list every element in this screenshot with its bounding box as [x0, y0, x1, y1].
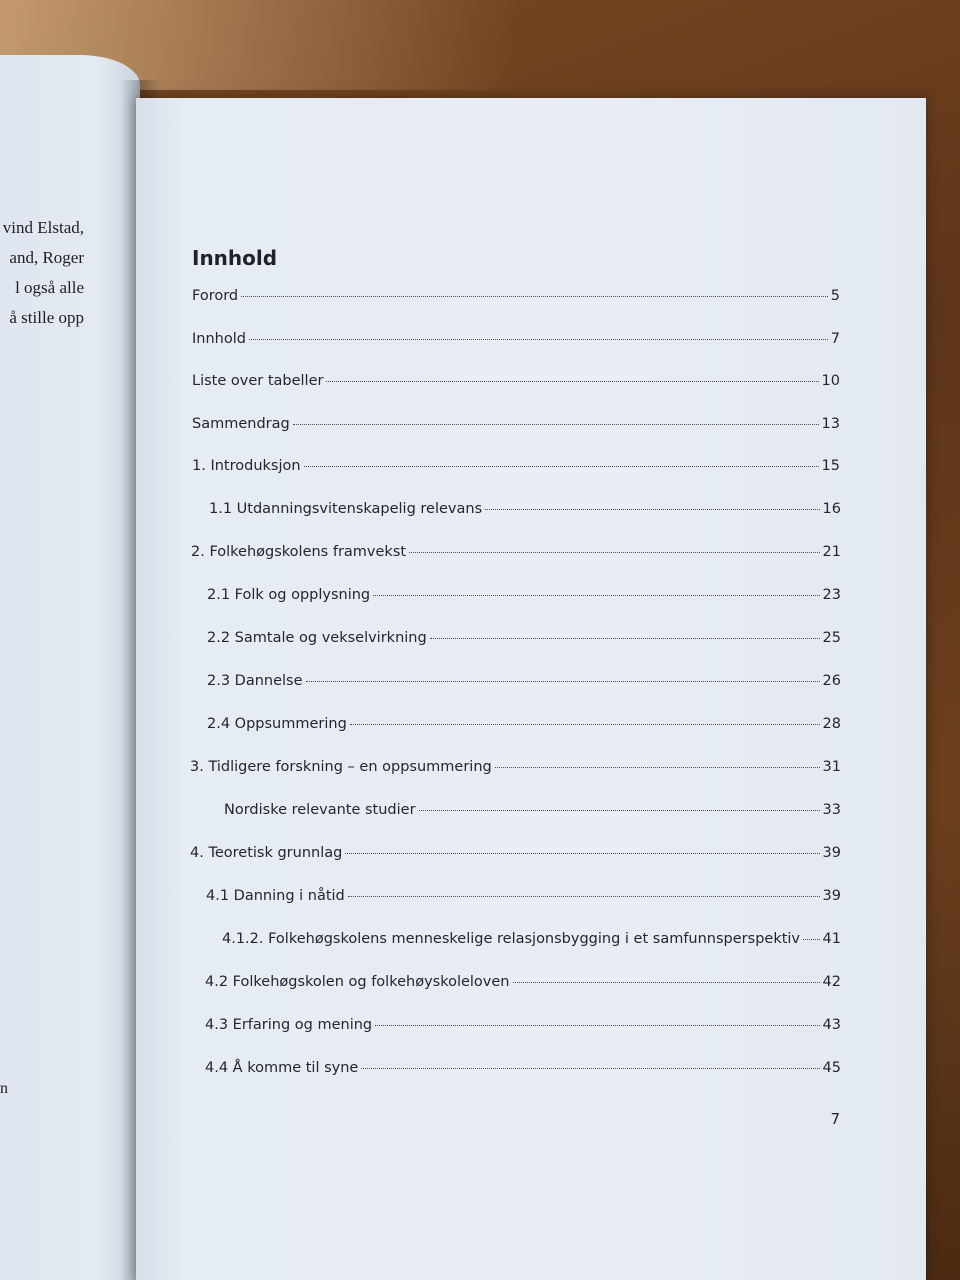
left-page-line: and, Roger: [9, 248, 84, 267]
toc-dot-leader: [241, 296, 828, 297]
toc-entry-page: 16: [822, 501, 841, 517]
toc-entry: [190, 759, 841, 775]
left-page-line: l også alle: [15, 278, 84, 297]
toc-entry-title: Liste over tabeller: [192, 373, 324, 389]
toc-dot-leader: [430, 638, 820, 639]
toc-dot-leader: [293, 424, 819, 425]
toc-dot-leader: [513, 982, 820, 983]
toc-entry-page: 41: [822, 931, 841, 947]
toc-entry-title: 1. Introduksjon: [192, 458, 301, 474]
toc-entry-title: 3. Tidligere forskning – en oppsummering: [190, 759, 492, 775]
toc-entry: [205, 974, 841, 990]
toc-entry-title: 2.4 Oppsummering: [207, 716, 347, 732]
toc-entry-title: Sammendrag: [192, 416, 290, 432]
toc-entry-page: 42: [822, 974, 841, 990]
toc-entry-page: 10: [821, 373, 840, 389]
toc-entry: [190, 845, 841, 861]
toc-dot-leader: [361, 1068, 819, 1069]
toc-heading: Innhold: [192, 246, 278, 270]
toc-dot-leader: [348, 896, 820, 897]
toc-entry-page: 26: [822, 673, 841, 689]
toc-dot-leader: [409, 552, 819, 553]
toc-entry-title: 4. Teoretisk grunnlag: [190, 845, 343, 861]
toc-entry: [222, 931, 841, 947]
toc-entry: [207, 673, 841, 689]
toc-entry: [207, 587, 841, 603]
page-number: 7: [830, 1110, 840, 1128]
toc-dot-leader: [350, 724, 820, 725]
toc-entry-page: 45: [822, 1060, 841, 1076]
toc-entry-page: 43: [822, 1017, 841, 1033]
toc-entry-title: 4.1.2. Folkehøgskolens menneskelige relasjonsbygging i et samfunnsperspektiv: [222, 931, 801, 947]
toc-entry-page: 7: [830, 331, 840, 347]
toc-entry: [205, 1060, 841, 1076]
toc-entry: [205, 1017, 841, 1033]
toc-entry-page: 13: [821, 416, 840, 432]
toc-dot-leader: [249, 339, 828, 340]
toc-dot-leader: [306, 681, 820, 682]
toc-entry: [192, 416, 840, 432]
toc-entry-title: 2.1 Folk og opplysning: [207, 587, 371, 603]
left-book-page: [0, 55, 140, 1280]
toc-entry-title: 2. Folkehøgskolens framvekst: [191, 544, 407, 560]
right-book-page: [136, 98, 926, 1280]
toc-entry: [192, 331, 840, 347]
toc-entry-title: 4.3 Erfaring og mening: [205, 1017, 373, 1033]
toc-entry: [209, 501, 841, 517]
toc-dot-leader: [373, 595, 819, 596]
toc-entry: [207, 630, 841, 646]
toc-entry: [224, 802, 841, 818]
toc-dot-leader: [326, 381, 818, 382]
toc-entry-page: 21: [822, 544, 841, 560]
toc-entry: [192, 288, 840, 304]
toc-entry-page: 23: [822, 587, 841, 603]
toc-dot-leader: [485, 509, 819, 510]
toc-entry: [207, 716, 841, 732]
toc-entry-page: 15: [821, 458, 840, 474]
toc-entry-page: 39: [822, 845, 841, 861]
toc-dot-leader: [495, 767, 820, 768]
toc-entry: [192, 458, 840, 474]
left-page-bottom-mark: n: [0, 1080, 8, 1097]
toc-entry: [192, 373, 840, 389]
left-page-line: å stille opp: [9, 308, 84, 327]
toc-entry-page: 31: [822, 759, 841, 775]
toc-entry-page: 33: [822, 802, 841, 818]
toc-entry-title: Nordiske relevante studier: [224, 802, 416, 818]
toc-entry-page: 5: [830, 288, 840, 304]
toc-entry-title: 1.1 Utdanningsvitenskapelig relevans: [209, 501, 483, 517]
toc-dot-leader: [345, 853, 819, 854]
toc-entry-title: 2.3 Dannelse: [207, 673, 303, 689]
toc-dot-leader: [304, 466, 819, 467]
toc-entry-title: Innhold: [192, 331, 246, 347]
toc-entry-page: 25: [822, 630, 841, 646]
toc-entry: [206, 888, 841, 904]
toc-dot-leader: [419, 810, 820, 811]
toc-entry-title: Forord: [192, 288, 239, 304]
toc-entry-title: 4.1 Danning i nåtid: [206, 888, 345, 904]
toc-entry-page: 28: [822, 716, 841, 732]
toc-dot-leader: [375, 1025, 819, 1026]
toc-entry-page: 39: [822, 888, 841, 904]
toc-entry: [191, 544, 841, 560]
toc-entry-title: 4.4 Å komme til syne: [205, 1060, 359, 1076]
toc-entry-title: 4.2 Folkehøgskolen og folkehøyskoleloven: [205, 974, 510, 990]
toc-entry-title: 2.2 Samtale og vekselvirkning: [207, 630, 427, 646]
toc-dot-leader: [803, 939, 820, 940]
left-page-line: vind Elstad,: [2, 218, 84, 237]
